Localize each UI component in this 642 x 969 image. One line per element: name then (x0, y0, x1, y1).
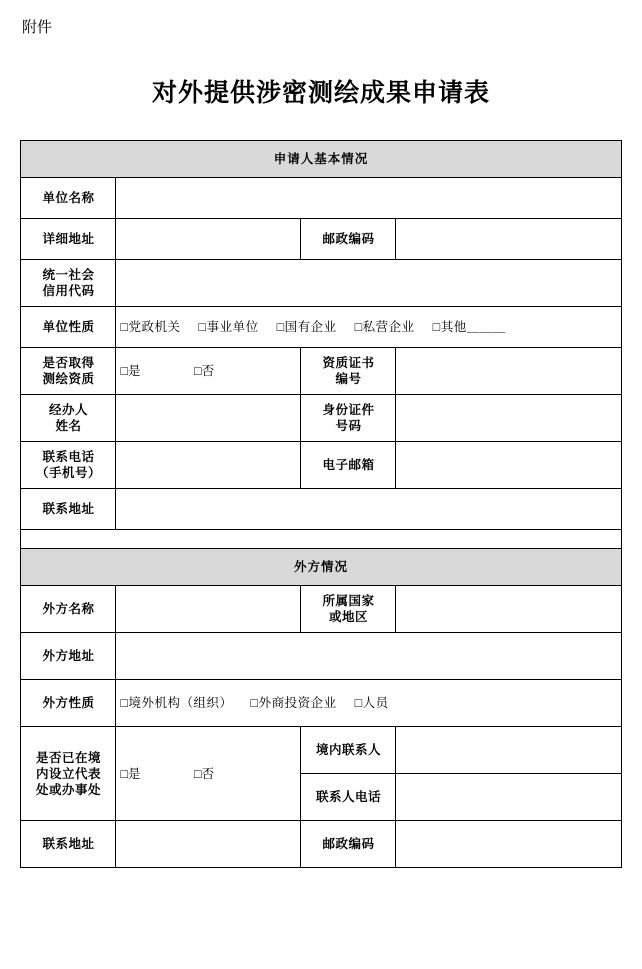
table-row (21, 141, 621, 178)
checkbox-office-no[interactable]: □否 (194, 766, 215, 781)
field-detailed-address[interactable] (116, 219, 301, 260)
attachment-label: 附件 (22, 19, 53, 36)
field-country[interactable] (396, 586, 621, 633)
table-row (21, 727, 621, 774)
label-handler-name-line1: 经办人 (48, 403, 88, 417)
label-phone (21, 442, 116, 489)
table-row (21, 348, 621, 395)
table-row (21, 489, 621, 530)
label-foreign-name: 外方名称 (21, 586, 116, 633)
field-postcode-2[interactable] (396, 821, 621, 868)
field-foreign-address[interactable] (116, 633, 621, 680)
field-handler-name[interactable] (116, 395, 301, 442)
field-contact-address-2[interactable] (116, 821, 301, 868)
field-qualification-cert[interactable] (396, 348, 621, 395)
label-country (301, 586, 396, 633)
label-handler-name (21, 395, 116, 442)
spacer-cell (21, 530, 621, 549)
checkbox-qualification-no[interactable]: □否 (194, 364, 215, 378)
table-row (21, 307, 621, 348)
checkbox-unit-type-3[interactable]: □私营企业 (354, 320, 415, 334)
page-title: 对外提供涉密测绘成果申请表 (151, 79, 490, 107)
field-has-qualification-options (116, 348, 301, 395)
table-row (21, 633, 621, 680)
label-id-number (301, 395, 396, 442)
label-qualification-cert (301, 348, 396, 395)
field-contact-phone[interactable] (396, 774, 621, 821)
label-country-line1: 所属国家 (322, 594, 375, 608)
field-phone[interactable] (116, 442, 301, 489)
field-foreign-type-options (116, 680, 621, 727)
label-has-office-line1: 是否已在境 (35, 750, 101, 765)
checkbox-qualification-yes[interactable]: □是 (120, 364, 141, 378)
table-row (21, 549, 621, 586)
table-row (21, 260, 621, 307)
checkbox-unit-type-1[interactable]: □事业单位 (198, 320, 259, 334)
field-unit-type-options (116, 307, 621, 348)
table-row (21, 178, 621, 219)
table-row (21, 395, 621, 442)
label-postcode-2: 邮政编码 (301, 821, 396, 868)
label-postcode: 邮政编码 (301, 219, 396, 260)
label-has-qualification-line2: 测绘资质 (42, 372, 95, 386)
checkbox-foreign-type-1[interactable]: □外商投资企业 (250, 696, 337, 710)
checkbox-unit-type-0[interactable]: □党政机关 (120, 320, 181, 334)
field-email[interactable] (396, 442, 621, 489)
label-phone-line1: 联系电话 (42, 450, 95, 464)
checkbox-foreign-type-0[interactable]: □境外机构（组织） (120, 696, 233, 710)
label-has-office-line3: 处或办事处 (35, 782, 101, 797)
label-qualification-cert-line2: 编号 (335, 372, 362, 386)
label-phone-line2: （手机号） (35, 466, 101, 480)
label-credit-code-line2: 信用代码 (42, 284, 95, 298)
label-detailed-address: 详细地址 (21, 219, 116, 260)
checkbox-unit-type-2[interactable]: □国有企业 (276, 320, 337, 334)
label-credit-code-line1: 统一社会 (42, 268, 95, 282)
label-email: 电子邮箱 (301, 442, 396, 489)
field-credit-code[interactable] (116, 260, 621, 307)
label-handler-name-line2: 姓名 (55, 419, 82, 433)
checkbox-unit-type-4[interactable]: □其他＿＿＿ (432, 320, 506, 334)
field-unit-name[interactable] (116, 178, 621, 219)
label-contact-address: 联系地址 (21, 489, 116, 530)
field-contact-address[interactable] (116, 489, 621, 530)
table-row (21, 680, 621, 727)
table-row-spacer (21, 530, 621, 549)
label-contact-phone: 联系人电话 (301, 774, 396, 821)
label-domestic-contact: 境内联系人 (301, 727, 396, 774)
label-has-qualification (21, 348, 116, 395)
label-country-line2: 或地区 (328, 610, 368, 624)
label-foreign-type: 外方性质 (21, 680, 116, 727)
label-id-number-line1: 身份证件 (322, 403, 375, 417)
label-has-qualification-line1: 是否取得 (42, 356, 95, 370)
label-foreign-address: 外方地址 (21, 633, 116, 680)
field-domestic-contact[interactable] (396, 727, 621, 774)
table-row (21, 821, 621, 868)
application-form-table (20, 140, 621, 868)
checkbox-foreign-type-2[interactable]: □人员 (354, 696, 389, 710)
label-credit-code (21, 260, 116, 307)
table-row (21, 586, 621, 633)
label-has-office (21, 727, 116, 821)
table-row (21, 442, 621, 489)
label-qualification-cert-line1: 资质证书 (322, 356, 375, 370)
label-has-office-line2: 内设立代表 (35, 766, 101, 781)
field-foreign-name[interactable] (116, 586, 301, 633)
checkbox-office-yes[interactable]: □是 (120, 766, 141, 781)
label-unit-type: 单位性质 (21, 307, 116, 348)
label-unit-name: 单位名称 (21, 178, 116, 219)
table-row (21, 219, 621, 260)
field-has-office-options (116, 727, 301, 821)
section-heading-applicant: 申请人基本情况 (21, 141, 621, 178)
label-id-number-line2: 号码 (335, 419, 362, 433)
field-postcode[interactable] (396, 219, 621, 260)
field-id-number[interactable] (396, 395, 621, 442)
label-contact-address-2: 联系地址 (21, 821, 116, 868)
section-heading-foreign: 外方情况 (21, 549, 621, 586)
